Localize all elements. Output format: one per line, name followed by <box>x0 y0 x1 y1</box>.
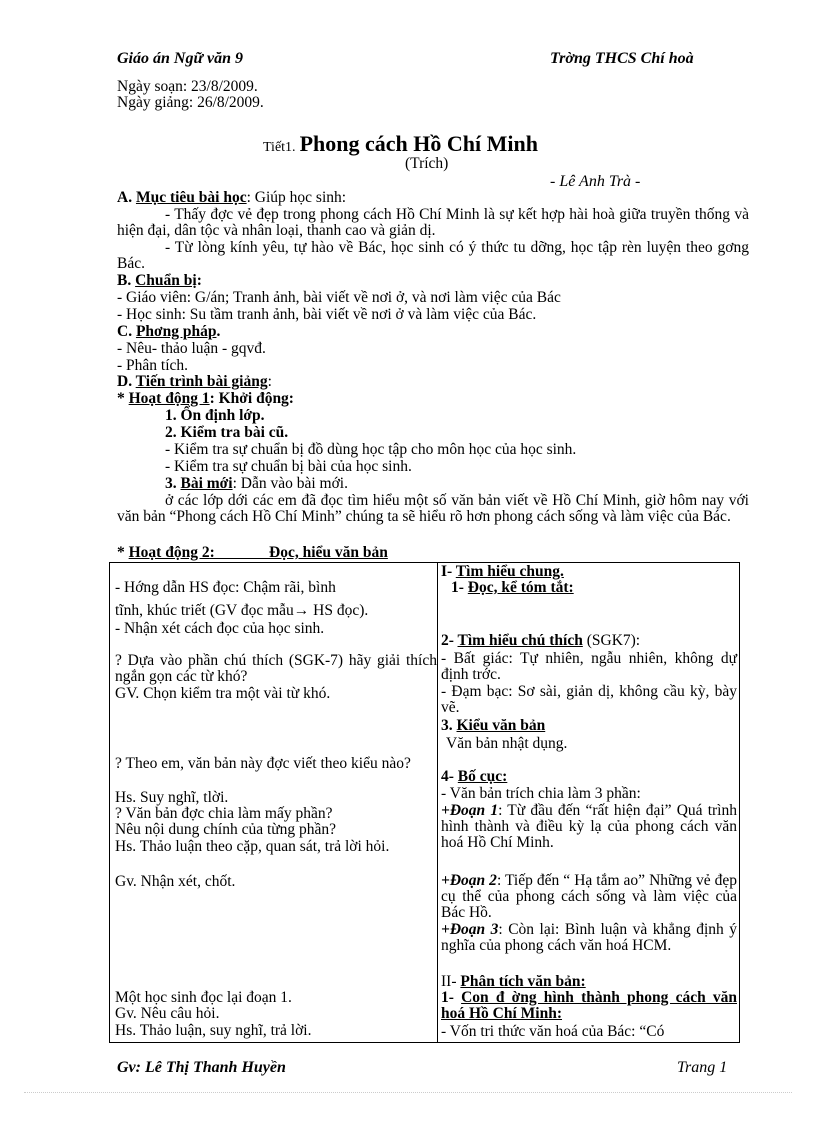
date-giang: Ngày giảng: 26/8/2009. <box>117 94 264 111</box>
section-a-heading: A. Mục tiêu bài học: Giúp học sinh: <box>117 189 347 206</box>
section-c-l2: - Phân tích. <box>117 357 189 374</box>
right-r3: 2- Tìm hiểu chú thích (SGK7): <box>441 632 641 649</box>
right-r13: II- Phân tích văn bản: <box>441 973 586 990</box>
title-sub: (Trích) <box>405 155 449 172</box>
right-r8: 4- Bố cục: <box>441 768 508 785</box>
right-r6: 3. Kiểu văn bản <box>441 717 546 734</box>
page-bottom-rule <box>24 1092 792 1093</box>
left-l6: ? Theo em, văn bản này đợc viết theo kiểu nào? <box>115 755 411 772</box>
right-r10: +Đoạn 1: Từ đầu đến “rất hiện đại” Quá trình hình thành và điều kỳ lạ của phong cách văn hoá Hồ Chí Minh. <box>441 802 737 851</box>
step-2: 2. Kiểm tra bài cũ. <box>165 424 289 441</box>
title-prefix: Tiết1. <box>263 140 296 155</box>
section-c-heading: C. Phơng pháp. <box>117 323 221 340</box>
right-r12: +Đoạn 3: Còn lại: Bình luận và khẳng định ý nghĩa của phong cách văn hoá HCM. <box>441 921 737 954</box>
left-l9: Nêu nội dung chính của từng phần? <box>115 821 337 838</box>
left-l3: - Nhận xét cách đọc của học sinh. <box>115 620 325 637</box>
activity-1-heading: * Hoạt động 1: Khởi động: <box>117 390 294 407</box>
footer-page-number: Trang 1 <box>677 1059 728 1076</box>
left-l7: Hs. Suy nghĩ, tlời. <box>115 789 229 806</box>
left-l11: Gv. Nhận xét, chốt. <box>115 873 236 890</box>
step-1: 1. Ổn định lớp. <box>165 407 265 424</box>
activity-2-heading: * Hoạt động 2: Đọc, hiểu văn bản <box>117 544 388 561</box>
left-l4: ? Dựa vào phần chú thích (SGK-7) hãy giải thích ngắn gọn các từ khó? <box>115 652 437 685</box>
left-l5: GV. Chọn kiểm tra một vài từ khó. <box>115 685 331 702</box>
left-l14: Hs. Thảo luận, suy nghĩ, trả lời. <box>115 1022 312 1039</box>
right-r2: 1- Đọc, kể tóm tắt: <box>451 579 574 596</box>
step-3: 3. Bài mới: Dẫn vào bài mới. <box>165 475 348 492</box>
step-2b: - Kiểm tra sự chuẩn bị bài của học sinh. <box>165 458 412 475</box>
right-r7: Văn bản nhật dụng. <box>446 735 568 752</box>
left-l2: tĩnh, khúc triết (GV đọc mẫu→ HS đọc). <box>115 602 369 619</box>
step-2a: - Kiểm tra sự chuẩn bị đồ dùng học tập cho môn học của học sinh. <box>165 441 577 458</box>
page-title: Phong cách Hồ Chí Minh <box>299 131 538 156</box>
left-l13: Gv. Nêu câu hỏi. <box>115 1005 220 1022</box>
left-l10: Hs. Thảo luận theo cặp, quan sát, trả lời hỏi. <box>115 838 390 855</box>
section-a-p1: - Thấy đợc vẻ đẹp trong phong cách Hồ Chí Minh là sự kết hợp hài hoà giữa truyền thống và hiện đại, dân tộc và nhân loại, thanh cao và giản dị. <box>117 206 749 239</box>
section-b-heading: B. Chuẩn bị: <box>117 272 202 289</box>
arrow-right-icon: → <box>293 602 310 619</box>
section-b-l1: - Giáo viên: G/án; Tranh ảnh, bài viết về nơi ở, và nơi làm việc của Bác <box>117 289 561 306</box>
right-r5: - Đạm bạc: Sơ sài, giản dị, không cầu kỳ, bày vẽ. <box>441 683 737 716</box>
title-block <box>263 131 538 157</box>
title-author: - Lê Anh Trà - <box>550 173 641 190</box>
lesson-intro: ở các lớp dới các em đã đọc tìm hiểu một số văn bản viết về Hồ Chí Minh, giờ hôm nay với văn bản “Phong cách Hồ Chí Minh” chúng ta sẽ hiểu rõ hơn phong cách sống và làm việc của Bác. <box>117 492 749 525</box>
left-l12: Một học sinh đọc lại đoạn 1. <box>115 989 292 1006</box>
header-right: Trờng THCS Chí hoà <box>550 50 694 67</box>
footer-left: Gv: Lê Thị Thanh Huyền <box>117 1059 286 1076</box>
right-r4: - Bất giác: Tự nhiên, ngẫu nhiên, không dự định trớc. <box>441 650 737 683</box>
right-r1: I- Tìm hiểu chung. <box>441 563 564 580</box>
section-d-heading: D. Tiến trình bài giảng: <box>117 373 272 390</box>
left-l8: ? Văn bản đợc chia làm mấy phần? <box>115 805 333 822</box>
left-l1: - Hớng dẫn HS đọc: Chậm rãi, bình <box>115 579 336 596</box>
right-r14: 1- Con đ ờng hình thành phong cách văn hoá Hồ Chí Minh: <box>441 989 737 1022</box>
header-left: Giáo án Ngữ văn 9 <box>117 50 244 67</box>
section-a-p2: - Từ lòng kính yêu, tự hào về Bác, học sinh có ý thức tu dỡng, học tập rèn luyện theo gơng Bác. <box>117 239 749 272</box>
right-r15: - Vốn tri thức văn hoá của Bác: “Có <box>441 1023 665 1040</box>
right-r11: +Đoạn 2: Tiếp đến “ Hạ tắm ao” Những vẻ đẹp cụ thể của phong cách sống và làm việc của Bác Hồ. <box>441 872 738 921</box>
section-b-l2: - Học sinh: Su tầm tranh ảnh, bài viết về nơi ở và làm việc của Bác. <box>117 306 537 323</box>
table-divider <box>437 563 438 1042</box>
right-r9: - Văn bản trích chia làm 3 phần: <box>441 785 641 802</box>
date-soan: Ngày soạn: 23/8/2009. <box>117 78 258 95</box>
section-c-l1: - Nêu- thảo luận - gqvđ. <box>117 340 266 357</box>
